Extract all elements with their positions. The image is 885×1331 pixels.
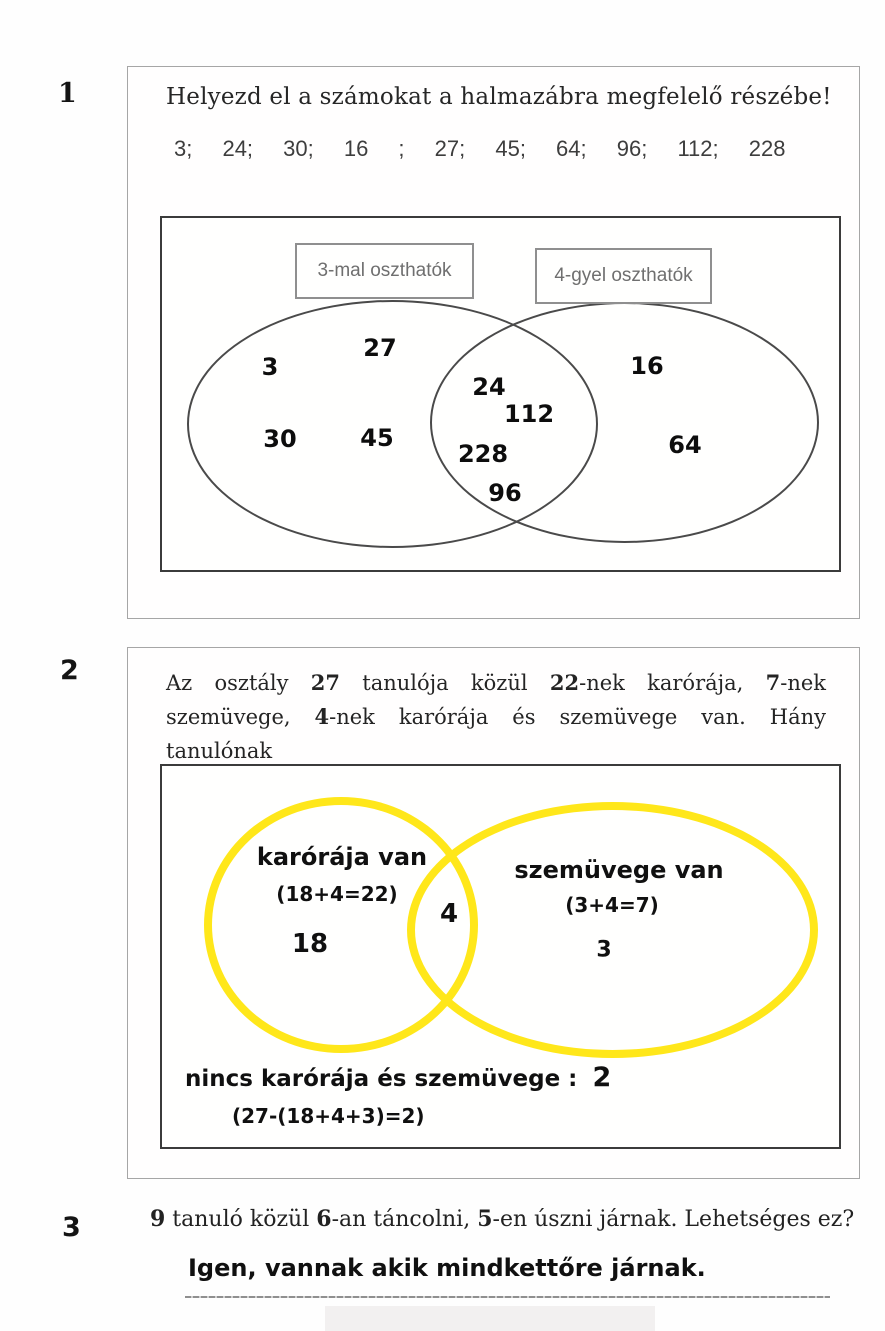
task1-numbers-row: 3; 24; 30; 16 ; 27; 45; 64; 96; 112; 228 (174, 136, 786, 161)
task1-right-set-label (535, 248, 712, 304)
task1-number: 1 (58, 78, 77, 109)
right-set-label-text: 4-gyel oszthatók (554, 265, 693, 286)
task2-problem-line: szemüvege, 4-nek karórája és szemüvege van. Hány tanulónak (166, 704, 826, 763)
right-set-value: 3 (596, 937, 612, 963)
venn1-intersection-number: 24 (472, 373, 506, 401)
task2-answer-line (185, 1062, 611, 1093)
task2-venn-frame (160, 764, 841, 1149)
left-set-value: 18 (291, 929, 329, 959)
left-set-label-text: 3-mal oszthatók (317, 260, 452, 281)
venn1-left-number: 45 (360, 424, 394, 452)
left-set-title: karórája van (256, 843, 428, 871)
venn1-intersection-number: 96 (488, 479, 522, 507)
answer-label: nincs karórája és szemüvege : (185, 1066, 578, 1092)
task2-right-circle (407, 802, 818, 1058)
answer-formula: (27-(18+4+3)=2) (232, 1104, 425, 1128)
task1-box (127, 66, 860, 619)
venn1-intersection-number: 228 (457, 440, 509, 468)
task2-box (127, 647, 860, 1179)
venn1-left-number: 3 (261, 353, 279, 381)
venn1-left-number: 27 (363, 334, 397, 362)
task3-answer: Igen, vannak akik mindkettőre járnak. (188, 1254, 706, 1282)
venn1-right-number: 64 (668, 431, 702, 459)
left-set-formula: (18+4=22) (276, 882, 398, 906)
right-set-formula: (3+4=7) (565, 893, 659, 917)
right-set-title: szemüvege van (514, 856, 724, 884)
venn1-right-number: 16 (630, 352, 664, 380)
task3-number: 3 (62, 1212, 81, 1243)
answer-value: 2 (592, 1062, 612, 1093)
task1-left-set-label (295, 243, 474, 299)
venn1-left-number: 30 (263, 425, 297, 453)
task2-problem-line: Az osztály 27 tanulója közül 22-nek karórája, 7-nek (166, 670, 826, 695)
task1-title: Helyezd el a számokat a halmazábra megfelelő részébe! (166, 84, 832, 110)
scan-artifact-bar (325, 1306, 655, 1331)
answer-underline (185, 1296, 830, 1298)
task2-number: 2 (60, 655, 79, 686)
task1-venn-frame (160, 216, 841, 572)
venn1-intersection-number: 112 (503, 400, 555, 428)
task3-problem: 9 tanuló közül 6-an táncolni, 5-en úszni járnak. Lehetséges ez? (150, 1206, 855, 1232)
intersection-value: 4 (439, 899, 459, 929)
